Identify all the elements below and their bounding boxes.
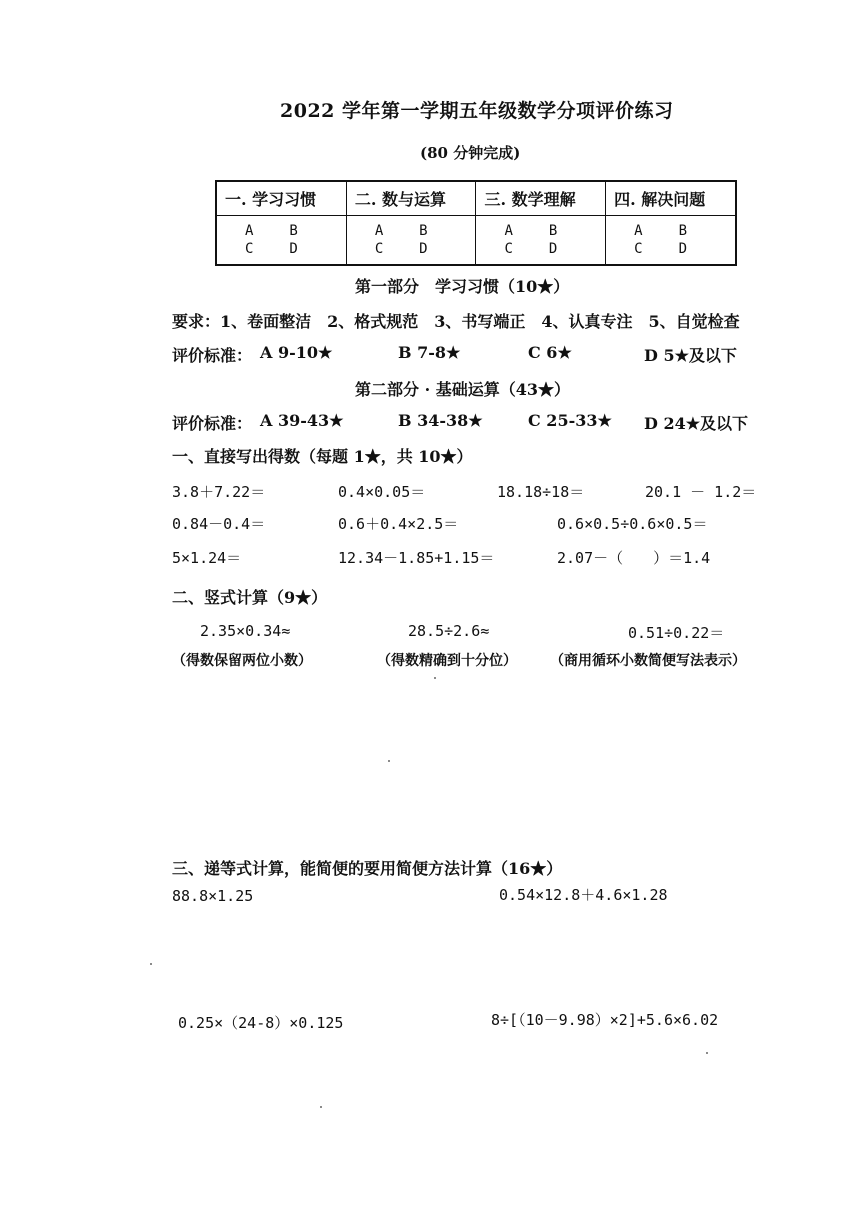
grade-option-c: C [634, 241, 643, 257]
grade-option-d: D [678, 241, 688, 257]
part1-criteria-a: A 9-10★ [260, 343, 333, 362]
page-title: 2022 学年第一学期五年级数学分项评价练习 [280, 100, 674, 122]
part1-criteria-label: 评价标准： [172, 346, 253, 365]
grade-option-a: A [245, 223, 254, 239]
grade-option-a: A [504, 223, 513, 239]
grade-option-c: C [374, 241, 384, 257]
grade-option-c: C [504, 241, 513, 257]
part1-criteria-c: C 6★ [528, 343, 572, 362]
mental-math-problem: 20.1 － 1.2＝ [645, 483, 757, 501]
grade-option-b: B [548, 223, 558, 239]
part1-criteria-d: D 5★及以下 [644, 346, 737, 365]
vertical-calc-problem: 2.35×0.34≈ [200, 622, 291, 640]
stepwise-calc-problem: 0.25×（24-8）×0.125 [178, 1014, 344, 1032]
grade-option-d: D [548, 241, 558, 257]
scan-speck [706, 1052, 708, 1054]
mental-math-problem: 0.6×0.5÷0.6×0.5＝ [557, 515, 708, 533]
page-subtitle: (80 分钟完成) [420, 144, 521, 162]
grade-options-numbers [346, 216, 476, 266]
part2-criteria-label: 评价标准： [172, 414, 253, 433]
grade-options-understanding [476, 216, 606, 266]
scan-speck [150, 963, 152, 965]
mental-math-problem: 0.6＋0.4×2.5＝ [338, 515, 459, 533]
grade-header-numbers: 二. 数与运算 [346, 181, 476, 216]
mental-math-problem: 0.4×0.05＝ [338, 483, 426, 501]
part2-title: 第二部分 · 基础运算（43★） [355, 380, 570, 399]
grade-header-problem-solving: 四. 解决问题 [606, 181, 736, 216]
grade-option-d: D [289, 241, 298, 257]
part2-criteria-c: C 25-33★ [528, 411, 612, 430]
grade-option-b: B [419, 223, 428, 239]
grade-option-a: A [634, 223, 643, 239]
mental-math-problem: 5×1.24＝ [172, 549, 242, 567]
grade-option-a: A [374, 223, 384, 239]
mental-math-problem: 12.34－1.85+1.15＝ [338, 549, 495, 567]
rounding-note: （商用循环小数简便写法表示） [550, 653, 746, 669]
section2-title: 二、竖式计算（9★） [172, 588, 328, 607]
stepwise-calc-problem: 8÷[（10－9.98）×2]+5.6×6.02 [491, 1011, 719, 1029]
rounding-note: （得数精确到十分位） [377, 653, 517, 669]
part2-criteria-a: A 39-43★ [260, 411, 344, 430]
grade-options-problem-solving [606, 216, 736, 266]
vertical-calc-problem: 28.5÷2.6≈ [408, 622, 490, 640]
grade-header-understanding: 三. 数学理解 [476, 181, 606, 216]
part2-criteria-b: B 34-38★ [398, 411, 483, 430]
rounding-note: （得数保留两位小数） [172, 653, 312, 669]
mental-math-problem: 0.84－0.4＝ [172, 515, 266, 533]
part1-title: 第一部分 学习习惯（10★） [355, 277, 570, 296]
grade-table [215, 180, 737, 266]
part2-criteria-d: D 24★及以下 [644, 414, 749, 433]
mental-math-problem: 2.07－（ ）＝1.4 [557, 549, 711, 567]
mental-math-problem: 3.8＋7.22＝ [172, 483, 266, 501]
mental-math-problem: 18.18÷18＝ [497, 483, 585, 501]
vertical-calc-problem: 0.51÷0.22＝ [628, 624, 725, 642]
grade-option-d: D [419, 241, 428, 257]
part1-criteria-b: B 7-8★ [398, 343, 461, 362]
scan-speck [434, 677, 436, 679]
section3-title: 三、递等式计算，能简便的要用简便方法计算（16★） [172, 859, 563, 878]
grade-option-b: B [289, 223, 298, 239]
grade-options-habits [216, 216, 346, 266]
stepwise-calc-problem: 88.8×1.25 [172, 887, 254, 905]
scan-speck [320, 1106, 322, 1108]
grade-option-c: C [245, 241, 254, 257]
stepwise-calc-problem: 0.54×12.8＋4.6×1.28 [499, 886, 668, 904]
section1-title: 一、直接写出得数（每题 1★，共 10★） [172, 447, 473, 466]
part1-requirements: 要求：1、卷面整洁 2、格式规范 3、书写端正 4、认真专注 5、自觉检查 [172, 312, 740, 331]
grade-option-b: B [678, 223, 688, 239]
scan-speck [388, 760, 390, 762]
grade-header-habits: 一. 学习习惯 [216, 181, 346, 216]
